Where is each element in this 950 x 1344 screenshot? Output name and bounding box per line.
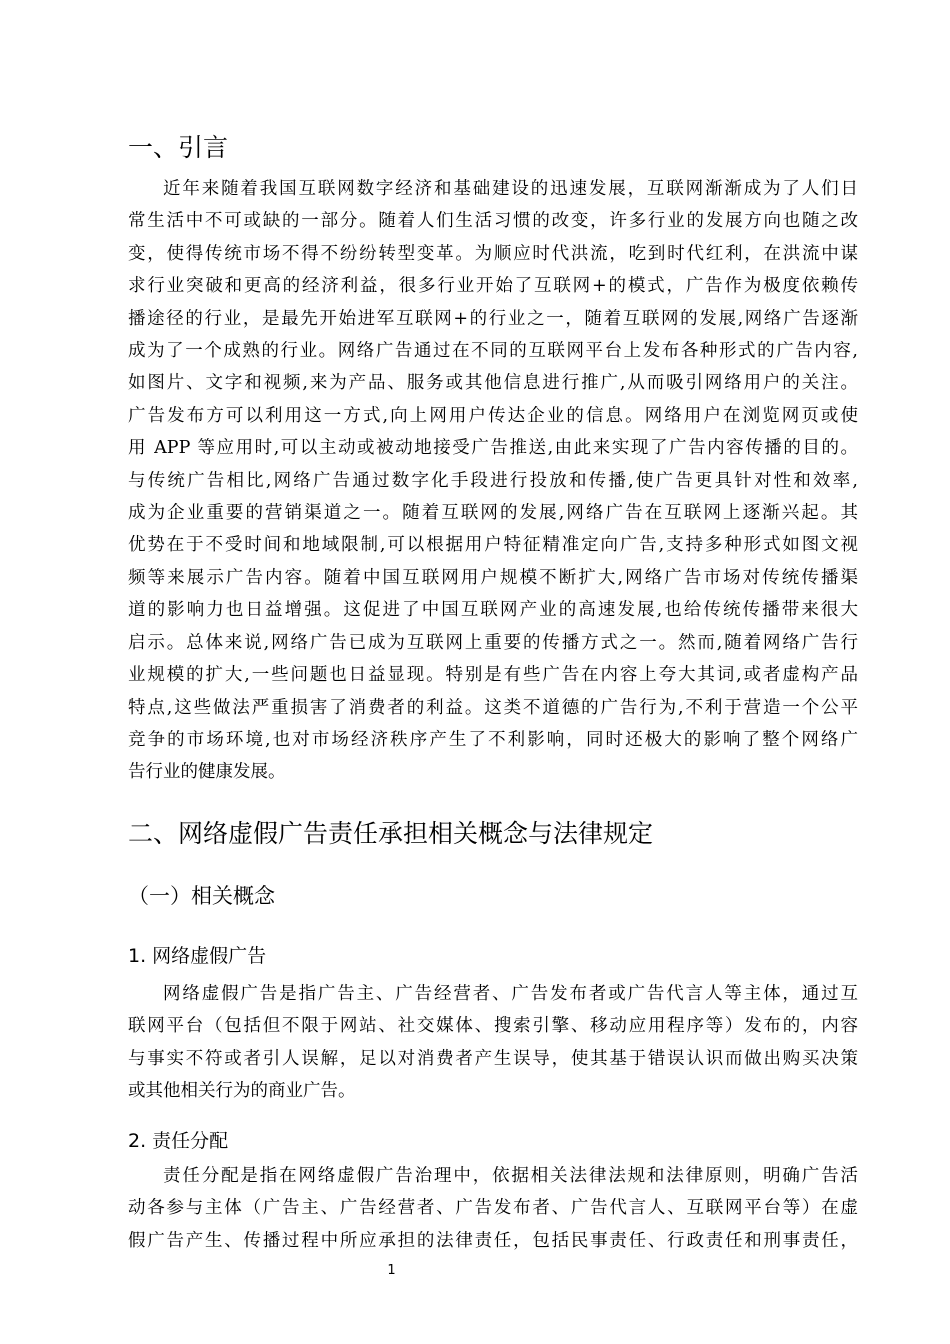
paragraph-line: 用 APP 等应用时,可以主动或被动地接受广告推送,由此来实现了广告内容传播的目的。	[128, 438, 858, 459]
paragraph-line: 联网平台（包括但不限于网站、社交媒体、搜索引擎、移动应用程序等）发布的，内容	[128, 1016, 858, 1037]
paragraph-line: 广告发布方可以利用这一方式,向上网用户传达企业的信息。网络用户在浏览网页或使	[128, 405, 858, 426]
paragraph-line: 或其他相关行为的商业广告。	[128, 1081, 356, 1102]
paragraph-line: 动各参与主体（广告主、广告经营者、广告发布者、广告代言人、互联网平台等）在虚	[128, 1198, 858, 1219]
paragraph-line: 特点,这些做法严重损害了消费者的利益。这类不道德的广告行为,不利于营造一个公平	[128, 697, 858, 718]
paragraph-line: 与传统广告相比,网络广告通过数字化手段进行投放和传播,使广告更具针对性和效率,	[128, 470, 858, 491]
paragraph-line: 竞争的市场环境,也对市场经济秩序产生了不利影响，同时还极大的影响了整个网络广	[128, 729, 858, 750]
section-heading-concepts-and-laws: 二、网络虚假广告责任承担相关概念与法律规定	[128, 819, 654, 848]
paragraph-line: 告行业的健康发展。	[128, 762, 286, 783]
false-advertising-paragraph	[128, 978, 858, 1108]
paragraph-line: 播途径的行业，是最先开始进军互联网+的行业之一，随着互联网的发展,网络广告逐渐	[128, 308, 858, 329]
item-heading-false-advertising: 1. 网络虚假广告	[128, 945, 267, 967]
paragraph-line: 求行业突破和更高的经济利益，很多行业开始了互联网+的模式，广告作为极度依赖传	[128, 276, 858, 297]
subsection-heading-related-concepts: （一）相关概念	[128, 884, 275, 908]
liability-allocation-paragraph	[128, 1160, 858, 1257]
paragraph-line: 网络虚假广告是指广告主、广告经营者、广告发布者或广告代言人等主体，通过互	[163, 984, 858, 1004]
item-heading-liability-allocation: 2. 责任分配	[128, 1130, 229, 1152]
paragraph-line: 成为了一个成熟的行业。网络广告通过在不同的互联网平台上发布各种形式的广告内容,	[128, 341, 858, 362]
paragraph-line: 业规模的扩大,一些问题也日益显现。特别是有些广告在内容上夸大其词,或者虚构产品	[128, 665, 858, 686]
introduction-paragraph	[128, 173, 858, 789]
paragraph-line: 责任分配是指在网络虚假广告治理中，依据相关法律法规和法律原则，明确广告活	[163, 1166, 858, 1186]
paragraph-line: 假广告产生、传播过程中所应承担的法律责任，包括民事责任、行政责任和刑事责任，	[128, 1230, 858, 1251]
paragraph-line: 优势在于不受时间和地域限制,可以根据用户特征精准定向广告,支持多种形式如图文视	[128, 535, 858, 556]
page-number: 1	[387, 1263, 396, 1278]
paragraph-line: 成为企业重要的营销渠道之一。随着互联网的发展,网络广告在互联网上逐渐兴起。其	[128, 503, 858, 524]
section-heading-introduction: 一、引言	[128, 133, 229, 162]
paragraph-line: 与事实不符或者引人误解，足以对消费者产生误导，使其基于错误认识而做出购买决策	[128, 1048, 858, 1069]
paragraph-line: 频等来展示广告内容。随着中国互联网用户规模不断扩大,网络广告市场对传统传播渠	[128, 567, 858, 588]
paragraph-line: 启示。总体来说,网络广告已成为互联网上重要的传播方式之一。然而,随着网络广告行	[128, 632, 858, 653]
paragraph-line: 如图片、文字和视频,来为产品、服务或其他信息进行推广,从而吸引网络用户的关注。	[128, 373, 858, 394]
paragraph-line: 道的影响力也日益增强。这促进了中国互联网产业的高速发展,也给传统传播带来很大	[128, 600, 858, 621]
paragraph-line: 常生活中不可或缺的一部分。随着人们生活习惯的改变，许多行业的发展方向也随之改	[128, 211, 858, 232]
paragraph-line: 近年来随着我国互联网数字经济和基础建设的迅速发展，互联网渐渐成为了人们日	[163, 179, 858, 199]
paragraph-line: 变，使得传统市场不得不纷纷转型变革。为顺应时代洪流，吃到时代红利，在洪流中谋	[128, 243, 858, 264]
